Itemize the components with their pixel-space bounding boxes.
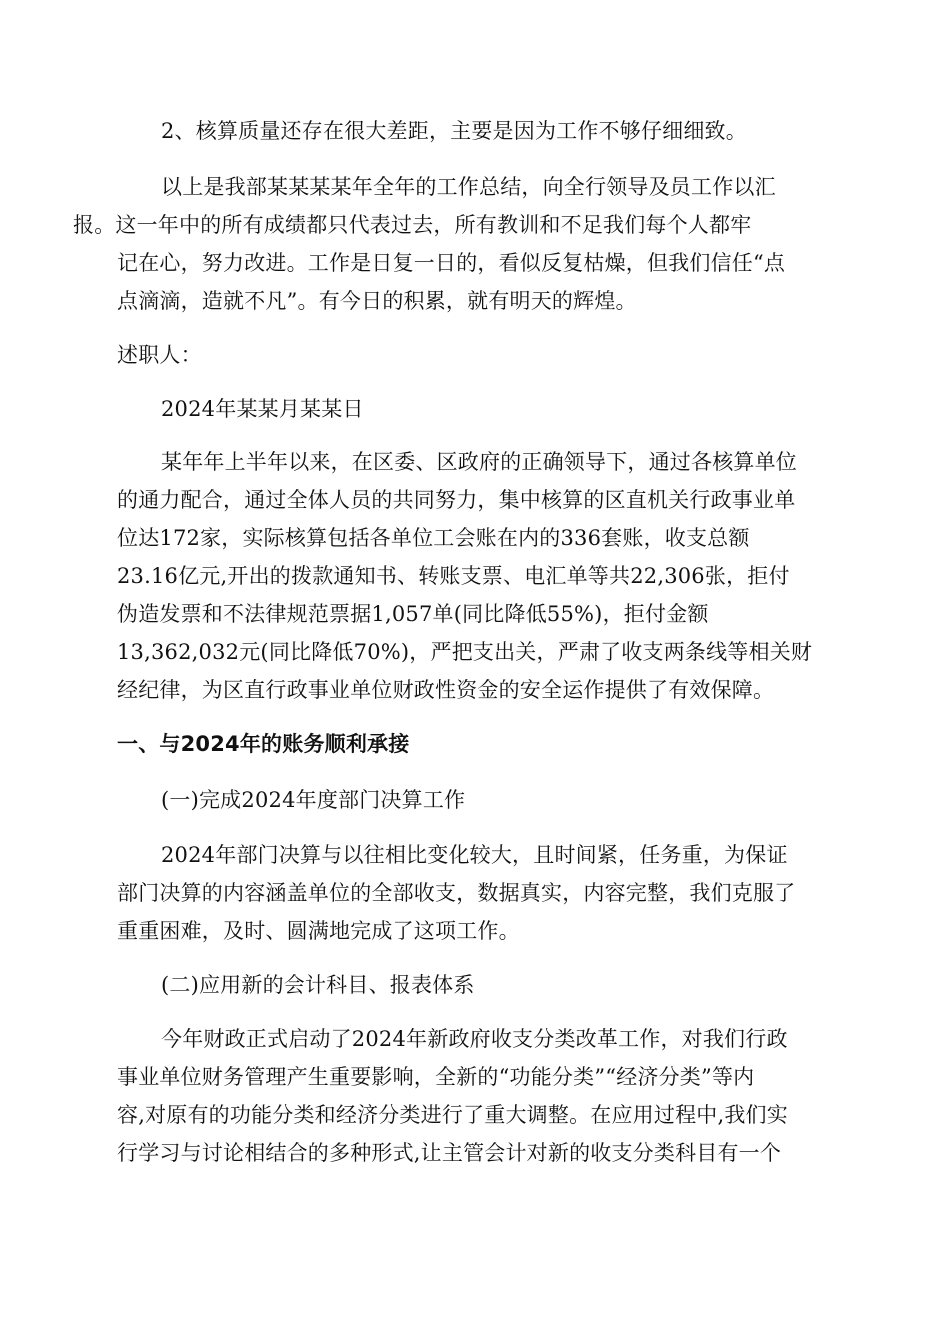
intro-line-7: 经纪律，为区直行政事业单位财政性资金的安全运作提供了有效保障。 bbox=[117, 678, 775, 702]
signature-label-text: 述职人： bbox=[117, 343, 202, 367]
subsection-2-title-text: (二)应用新的会计科目、报表体系 bbox=[161, 973, 475, 997]
subsection-1-line-3: 重重困难，及时、圆满地完成了这项工作。 bbox=[117, 919, 520, 943]
intro-line-1: 某年年上半年以来，在区委、区政府的正确领导下，通过各核算单位 bbox=[161, 450, 797, 474]
date-text: 2024年某某月某某日 bbox=[161, 397, 364, 421]
intro-line-6: 13,362,032元(同比降低70%)，严把支出关，严肃了收支两条线等相关财 bbox=[117, 640, 813, 664]
summary-line-2: 报。这一年中的所有成绩都只代表过去，所有教训和不足我们每个人都牢 bbox=[73, 213, 752, 237]
summary-line-4: 点滴滴，造就不凡”。有今日的积累，就有明天的辉煌。 bbox=[117, 289, 637, 313]
subsection-1-title-text: (一)完成2024年度部门决算工作 bbox=[161, 788, 466, 812]
section-1-heading bbox=[117, 725, 835, 763]
intro-line-4: 23.16亿元,开出的拨款通知书、转账支票、电汇单等共22,306张，拒付 bbox=[117, 564, 790, 588]
subsection-2-paragraph bbox=[117, 1020, 835, 1172]
intro-paragraph bbox=[117, 443, 835, 709]
subsection-1-title bbox=[117, 781, 835, 819]
intro-line-3: 位达172家，实际核算包括各单位工会账在内的336套账，收支总额 bbox=[117, 526, 750, 550]
subsection-2-line-4: 行学习与讨论相结合的多种形式,让主管会计对新的收支分类科目有一个 bbox=[117, 1141, 782, 1165]
date-line bbox=[117, 390, 835, 428]
subsection-2-line-1: 今年财政正式启动了2024年新政府收支分类改革工作，对我们行政 bbox=[161, 1027, 788, 1051]
section-1-heading-text: 一、与2024年的账务顺利承接 bbox=[117, 732, 410, 756]
item-2-line: 2、核算质量还存在很大差距，主要是因为工作不够仔细细致。 bbox=[161, 119, 747, 143]
intro-line-2: 的通力配合，通过全体人员的共同努力，集中核算的区直机关行政事业单 bbox=[117, 488, 796, 512]
subsection-2-line-3: 容,对原有的功能分类和经济分类进行了重大调整。在应用过程中,我们实 bbox=[117, 1103, 788, 1127]
subsection-1-paragraph bbox=[117, 836, 835, 950]
signature-label bbox=[117, 336, 835, 374]
summary-paragraph bbox=[73, 168, 835, 320]
subsection-2-title bbox=[117, 966, 835, 1004]
subsection-1-line-1: 2024年部门决算与以往相比变化较大，且时间紧，任务重，为保证 bbox=[161, 843, 788, 867]
intro-line-5: 伪造发票和不法律规范票据1,057单(同比降低55%)，拒付金额 bbox=[117, 602, 709, 626]
summary-line-3: 记在心，努力改进。工作是日复一日的，看似反复枯燥，但我们信任“点 bbox=[117, 251, 786, 275]
item-2-paragraph bbox=[117, 112, 835, 150]
summary-line-1: 以上是我部某某某某年全年的工作总结，向全行领导及员工作以汇 bbox=[161, 175, 776, 199]
subsection-2-line-2: 事业单位财务管理产生重要影响，全新的“功能分类”“经济分类”等内 bbox=[117, 1065, 755, 1089]
subsection-1-line-2: 部门决算的内容涵盖单位的全部收支，数据真实，内容完整，我们克服了 bbox=[117, 881, 796, 905]
